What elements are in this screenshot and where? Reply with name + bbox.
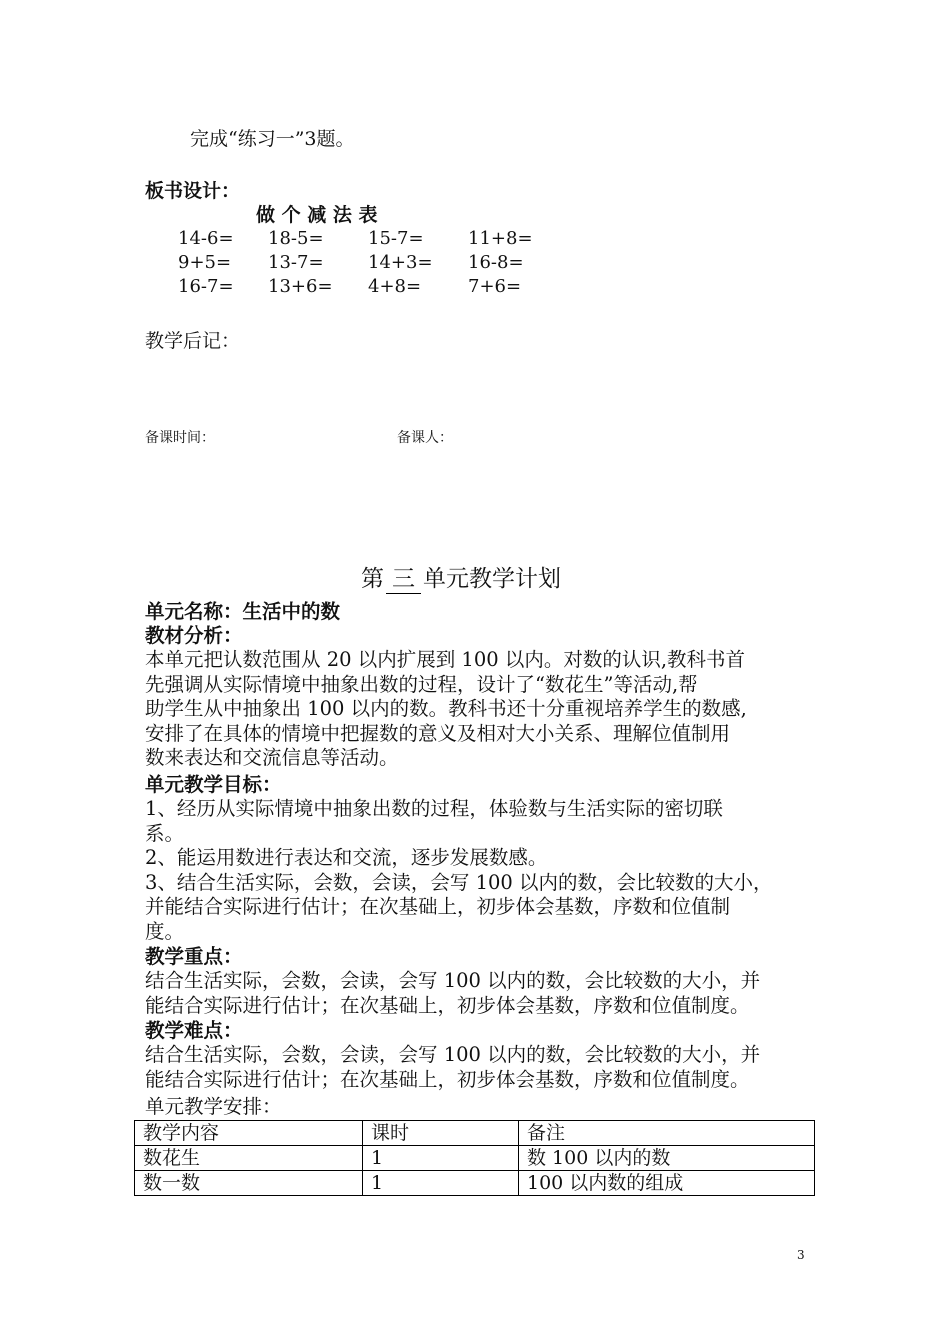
table-cell: 数 100 以内的数	[519, 1146, 815, 1171]
equation: 14+3=	[368, 252, 433, 273]
goal-line: 系。	[145, 821, 185, 845]
unit-title-prefix: 第	[361, 566, 384, 592]
table-cell: 数花生	[135, 1146, 363, 1171]
analysis-line: 助学生从中抽象出 100 以内的数。教科书还十分重视培养学生的数感,	[145, 697, 747, 720]
prep-time-label: 备课时间：	[145, 430, 215, 446]
unit-plan-title	[361, 560, 561, 594]
difficulty-line: 能结合实际进行估计；在次基础上，初步体会基数，序数和位值制度。	[145, 1067, 750, 1091]
table-row	[135, 1146, 815, 1171]
difficulties-heading: 教学难点：	[145, 1019, 243, 1042]
unit-number: 三	[386, 560, 421, 594]
unit-title-suffix: 单元教学计划	[423, 566, 561, 592]
difficulty-line: 结合生活实际，会数，会读，会写 100 以内的数，会比较数的大小，并	[145, 1043, 761, 1066]
goal-line: 1、经历从实际情境中抽象出数的过程，体验数与生活实际的密切联	[145, 797, 723, 820]
table-header-row	[135, 1121, 815, 1146]
equation: 7+6=	[468, 276, 522, 297]
equation: 16-8=	[468, 252, 524, 273]
equation: 13+6=	[268, 276, 333, 297]
table-header-cell: 课时	[363, 1121, 519, 1146]
table-cell: 1	[363, 1171, 519, 1196]
equation: 14-6=	[178, 228, 234, 249]
schedule-table	[134, 1120, 815, 1196]
goal-line: 并能结合实际进行估计；在次基础上，初步体会基数，序数和位值制	[145, 895, 731, 918]
goal-line: 2、能运用数进行表达和交流，逐步发展数感。	[145, 846, 548, 869]
goal-line: 度。	[145, 919, 185, 943]
schedule-label: 单元教学安排：	[145, 1095, 282, 1118]
prep-person-label: 备课人：	[397, 430, 453, 446]
key-points-heading: 教学重点：	[145, 945, 243, 968]
table-header-cell: 教学内容	[135, 1121, 363, 1146]
equation: 13-7=	[268, 252, 324, 273]
key-points-body	[145, 969, 825, 1018]
equation: 15-7=	[368, 228, 424, 249]
table-cell: 1	[363, 1146, 519, 1171]
equation: 9+5=	[178, 252, 232, 273]
page-number: 3	[797, 1248, 805, 1262]
analysis-line: 先强调从实际情境中抽象出数的过程，设计了“数花生”等活动,帮	[145, 672, 698, 696]
table-cell: 100 以内数的组成	[519, 1171, 815, 1196]
analysis-body	[145, 648, 825, 771]
difficulties-body	[145, 1043, 825, 1092]
equation: 4+8=	[368, 276, 422, 297]
table-cell: 数一数	[135, 1171, 363, 1196]
analysis-line: 安排了在具体的情境中把握数的意义及相对大小关系、理解位值制用	[145, 721, 731, 745]
goals-body	[145, 797, 825, 944]
analysis-line: 数来表达和交流信息等活动。	[145, 746, 399, 769]
goal-line: 3、结合生活实际，会数，会读，会写 100 以内的数，会比较数的大小，	[145, 870, 773, 894]
board-design-label: 板书设计：	[145, 180, 241, 202]
unit-name: 单元名称：生活中的数	[145, 600, 341, 623]
goals-heading: 单元教学目标：	[145, 773, 282, 796]
key-point-line: 能结合实际进行估计；在次基础上，初步体会基数，序数和位值制度。	[145, 993, 750, 1017]
key-point-line: 结合生活实际，会数，会读，会写 100 以内的数，会比较数的大小，并	[145, 969, 761, 992]
practice-line: 完成“练习一”3题。	[190, 128, 355, 150]
equation: 11+8=	[468, 228, 533, 249]
analysis-line: 本单元把认数范围从 20 以内扩展到 100 以内。对数的认识,教科书首	[145, 648, 746, 671]
analysis-heading: 教材分析：	[145, 624, 243, 647]
equation: 18-5=	[268, 228, 324, 249]
postscript-label: 教学后记：	[145, 330, 241, 352]
table-header-cell: 备注	[519, 1121, 815, 1146]
board-title: 做 个 减 法 表	[256, 204, 378, 226]
equation: 16-7=	[178, 276, 234, 297]
table-row	[135, 1171, 815, 1196]
